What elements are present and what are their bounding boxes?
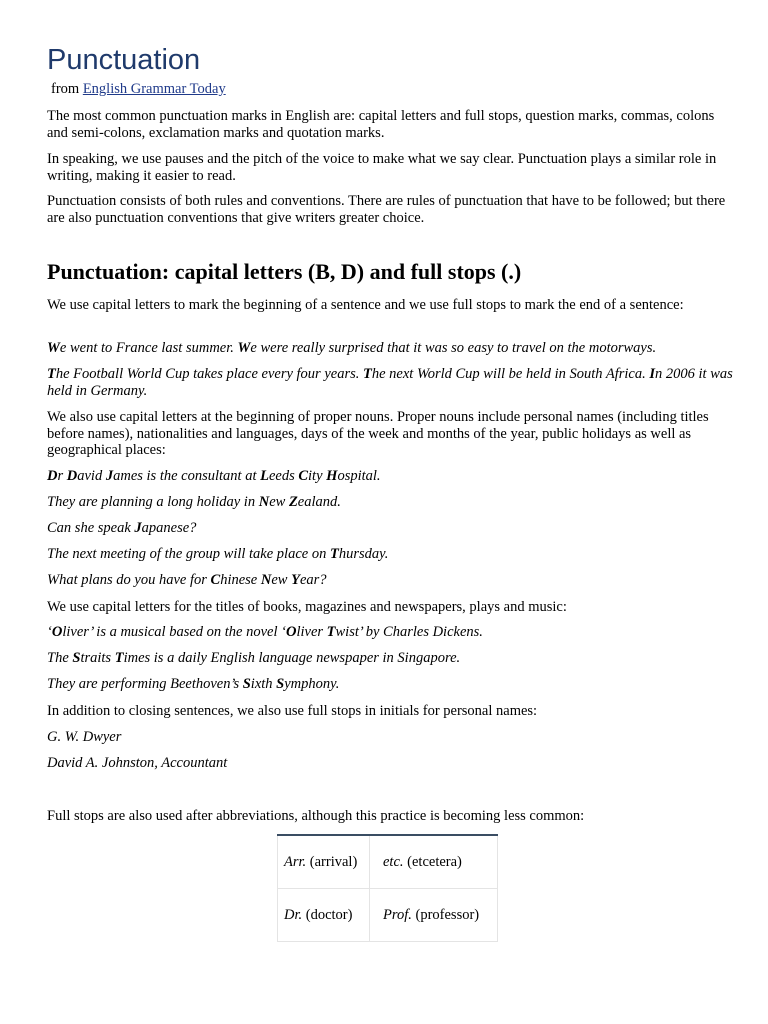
capital-letter: T (114, 650, 124, 666)
sentence-text: apanese? (141, 520, 197, 536)
table-cell (278, 835, 370, 889)
capital-letter: T (47, 366, 56, 382)
source-line (51, 80, 226, 98)
sentence-text: ‘ (47, 624, 52, 640)
sentence-text: liver’ is a musical based on the novel ‘ (62, 624, 286, 640)
sentence-text: he Football World Cup takes place every four years. (55, 366, 363, 382)
abbreviation-meaning: (professor) (411, 906, 480, 923)
example-initials: David A. Johnston, Accountant (47, 755, 228, 771)
table-row (278, 835, 498, 889)
capital-letter: C (210, 572, 221, 588)
capital-letter: S (276, 676, 285, 692)
intro-paragraph-3: Punctuation consists of both rules and conventions. There are rules of punctuation that have to be followed; but there are also punctuation conventions that give writers greater choice. (47, 193, 726, 226)
table-row (278, 889, 498, 942)
abbreviations-table (277, 834, 498, 942)
paragraph-sentences: We use capital letters to mark the beginning of a sentence and we use full stops to mark the end of a sentence: (47, 297, 684, 313)
table-cell (370, 889, 498, 942)
sentence-text: They are planning a long holiday in (47, 494, 259, 510)
capital-letter: T (363, 366, 372, 382)
sentence-text: ear? (299, 572, 327, 588)
sentence-text: ames is the consultant at (113, 468, 261, 484)
abbreviation: Prof. (383, 906, 412, 923)
paragraph-proper-nouns: We also use capital letters at the beginning of proper nouns. Proper nouns include personal names (including titles before names), nationalities and languages, days of the week and months of the year, public holidays as well as geographical places: (47, 409, 709, 458)
sentence-text: avid (77, 468, 106, 484)
example-sentence (47, 366, 737, 399)
sentence-text: ew (271, 572, 292, 588)
sentence-text: They are performing Beethoven’s (47, 676, 243, 692)
capital-letter: H (326, 468, 338, 484)
sentence-text: ew (269, 494, 289, 510)
abbreviation: Arr. (284, 853, 307, 870)
sentence-text: traits (80, 650, 115, 666)
intro-paragraph-2: In speaking, we use pauses and the pitch of the voice to make what we say clear. Punctuation plays a similar role in writing, making it easier to read. (47, 151, 717, 184)
example-sentence (47, 520, 737, 537)
sentence-text: The next meeting of the group will take place on (47, 546, 330, 562)
example-sentence (47, 624, 737, 641)
capital-letter: T (326, 624, 336, 640)
capital-letter: O (285, 624, 297, 640)
capital-letter: J (134, 520, 142, 536)
example-sentence (47, 572, 737, 589)
capital-letter: N (258, 494, 270, 510)
sentence-text: n 2006 it was held in Germany. (47, 366, 733, 399)
sentence-text: The (47, 650, 73, 666)
example-sentence (47, 494, 737, 511)
sentence-text: ospital. (337, 468, 381, 484)
capital-letter: D (47, 468, 58, 484)
source-link[interactable]: English Grammar Today (82, 81, 226, 97)
capital-letter: S (72, 650, 81, 666)
source-prefix: from (51, 81, 80, 97)
capital-letter: J (105, 468, 114, 484)
sentence-text: imes is a daily English language newspaper in Singapore. (123, 650, 461, 666)
paragraph-initials: In addition to closing sentences, we also use full stops in initials for personal names: (47, 703, 538, 719)
table-cell (278, 889, 370, 942)
sentence-text: Can she speak (47, 520, 135, 536)
sentence-text: ity (308, 468, 327, 484)
section-heading: Punctuation: capital letters (B, D) and full stops (.) (47, 259, 522, 284)
capital-letter: C (298, 468, 309, 484)
sentence-text: e were really surprised that it was so easy to travel on the motorways. (250, 340, 657, 356)
capital-letter: L (260, 468, 269, 484)
sentence-text: eeds (268, 468, 299, 484)
sentence-text: ymphony. (284, 676, 340, 692)
sentence-text: liver (296, 624, 327, 640)
sentence-text: ixth (250, 676, 277, 692)
example-sentence (47, 340, 737, 357)
page-title: Punctuation (47, 44, 201, 76)
abbreviation-meaning: (arrival) (306, 853, 358, 870)
sentence-text: r (57, 468, 67, 484)
capital-letter: Y (291, 572, 300, 588)
capital-letter: N (260, 572, 272, 588)
capital-letter: W (47, 340, 60, 356)
sentence-text: What plans do you have for (47, 572, 211, 588)
intro-paragraph-1: The most common punctuation marks in English are: capital letters and full stops, question marks, commas, colons and semi-colons, exclamation marks and quotation marks. (47, 108, 715, 141)
sentence-text: hinese (220, 572, 261, 588)
example-sentence (47, 546, 737, 563)
abbreviation: Dr. (284, 906, 303, 923)
abbreviation-meaning: (etcetera) (403, 853, 462, 870)
example-sentence (47, 468, 737, 485)
paragraph-titles: We use capital letters for the titles of books, magazines and newspapers, plays and music: (47, 599, 567, 615)
capital-letter: W (237, 340, 251, 356)
capital-letter: O (51, 624, 63, 640)
sentence-text: he next World Cup will be held in South Africa. (371, 366, 650, 382)
abbreviation-meaning: (doctor) (302, 906, 353, 923)
sentence-text: wist’ by Charles Dickens. (335, 624, 483, 640)
example-initials: G. W. Dwyer (47, 729, 122, 745)
sentence-text: hursday. (338, 546, 389, 562)
abbreviation: etc. (383, 853, 404, 870)
capital-letter: Z (288, 494, 298, 510)
capital-letter: D (66, 468, 78, 484)
example-sentence (47, 650, 737, 667)
sentence-text: e went to France last summer. (59, 340, 238, 356)
paragraph-abbreviations: Full stops are also used after abbreviations, although this practice is becoming less common: (47, 808, 585, 824)
example-sentence (47, 676, 737, 693)
capital-letter: T (329, 546, 339, 562)
table-cell (370, 835, 498, 889)
capital-letter: S (242, 676, 251, 692)
capital-letter: I (649, 366, 656, 382)
sentence-text: ealand. (297, 494, 341, 510)
